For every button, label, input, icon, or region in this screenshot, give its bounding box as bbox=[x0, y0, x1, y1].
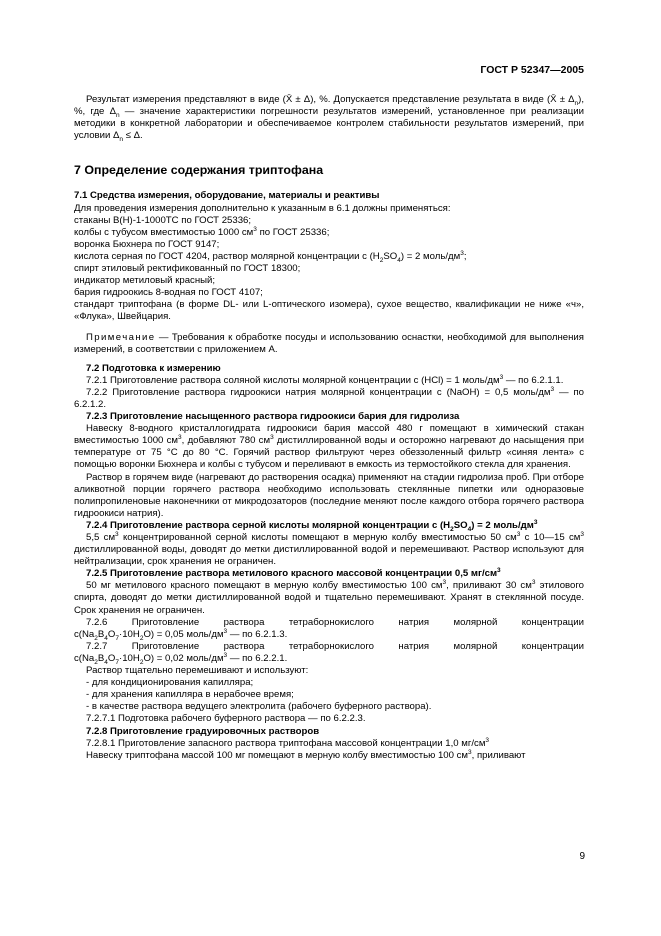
subsection-title bbox=[74, 520, 584, 532]
superscript: 3 bbox=[178, 434, 182, 442]
subscript: 4 bbox=[104, 634, 108, 642]
subsection-title: 7.2.8 Приготовление градуировочных растворов bbox=[86, 725, 320, 737]
list-item: спирт этиловый ректификованный по ГОСТ 18300; bbox=[74, 263, 301, 275]
superscript: 3 bbox=[460, 249, 464, 257]
text: 7.2.2 Приготовление раствора гидроокиси натрия молярной концентрации c (NaOH) = 0,5 моль/дм bbox=[86, 386, 551, 398]
text: 50 мг метилового красного помещают в мерную колбу вместимостью 100 см bbox=[86, 580, 443, 592]
text: концентрированной серной кислоты помещают в мерную колбу вместимостью 50 см bbox=[118, 532, 517, 543]
subscript: 4 bbox=[397, 256, 401, 264]
paragraph: 7.2.7.1 Подготовка рабочего буферного раствора — по 6.2.2.3. bbox=[86, 713, 366, 725]
page-content bbox=[74, 94, 584, 762]
text: O) = 0,02 моль/дм bbox=[143, 652, 224, 664]
intro-text: X̄ ± Δ bbox=[550, 94, 575, 105]
text: ·10H bbox=[119, 652, 140, 664]
text: B bbox=[97, 628, 105, 640]
superscript: 3 bbox=[270, 434, 274, 442]
superscript: 3 bbox=[253, 225, 257, 233]
superscript: 3 bbox=[531, 579, 536, 587]
text: ·10H bbox=[119, 628, 140, 640]
text: , приливают bbox=[471, 749, 526, 761]
text: Навеску триптофана массой 100 мг помещают в мерную колбу вместимостью 100 см bbox=[86, 749, 469, 761]
note-text: — Требования к обработке посуды и использованию оснастки, необходимой для выполнения измерений, в соответствии с приложением А. bbox=[74, 331, 584, 355]
text: 7.2.1 Приготовление раствора соляной кислоты молярной концентрации c (HCl) = 1 моль/дм bbox=[86, 374, 500, 386]
paragraph: 7.2.6 Приготовление раствора тетраборнокислого натрия молярной концентрации bbox=[86, 616, 584, 628]
subscript: 7 bbox=[115, 634, 120, 642]
text: B bbox=[97, 652, 105, 664]
subscript: 4 bbox=[104, 658, 108, 666]
subscript: 2 bbox=[450, 525, 454, 533]
superscript: 3 bbox=[223, 627, 228, 635]
superscript: 3 bbox=[485, 736, 490, 744]
text: — по 6.2.1.2. bbox=[74, 386, 584, 410]
text: ) = 2 моль/дм bbox=[471, 519, 534, 531]
list-item: стандарт триптофана (в форме DL- или L-оптического изомера), сухое вещество, квалификации не ниже «ч», «Флука», Швейцария. bbox=[74, 299, 584, 323]
paragraph: 7.2.7 Приготовление раствора тетраборнокислого натрия молярной концентрации bbox=[86, 640, 584, 652]
text: по ГОСТ 25336; bbox=[256, 226, 330, 238]
text: , добавляют 780 см bbox=[181, 435, 271, 447]
intro-text: — значение характеристики погрешности результатов измерений, установленное при реализации методики в конкретной лаборатории и обеспечиваемое контролем стабильности результатов измерений, при условии Δ bbox=[74, 106, 584, 142]
note bbox=[74, 332, 584, 356]
superscript: 3 bbox=[580, 530, 585, 538]
note-label: Примечание bbox=[86, 331, 156, 343]
subsection-title: 7.1 Средства измерения, оборудование, материалы и реактивы bbox=[74, 190, 380, 202]
superscript: 3 bbox=[497, 567, 501, 575]
text: 7.2.8.1 Приготовление запасного раствора триптофана массовой концентрации 1,0 мг/см bbox=[86, 737, 486, 749]
intro-text: Результат измерения представляют в виде ( bbox=[86, 94, 286, 105]
list-item: - в качестве раствора ведущего электролита (рабочего буферного раствора). bbox=[86, 701, 432, 713]
text: O) = 0,05 моль/дм bbox=[143, 628, 224, 640]
superscript: 3 bbox=[499, 373, 504, 381]
text: c(Na bbox=[74, 652, 95, 664]
text: 7.2.5 Приготовление раствора метилового красного массовой концентрации 0,5 мг/см bbox=[86, 568, 498, 580]
intro-paragraph bbox=[74, 94, 584, 142]
paragraph: Раствор в горячем виде (нагревают до растворения осадка) применяют на стадии гидролиза проб. При отборе аликвотной порции горячего раствора необходимо использовать стеклянные пипетки или одноразовые полипропиленовые наконечники от микродозаторов (последние меняют после каждого отбора горячего раствора гидроокиси натрия). bbox=[74, 471, 584, 519]
subscript: 2 bbox=[139, 658, 144, 666]
paragraph bbox=[74, 423, 584, 471]
text: Навеску 8-водного кристаллогидрата гидроокиси бария массой 480 г помещают в химический стакан вместимостью 1000 см bbox=[74, 423, 584, 447]
list-item: индикатор метиловый красный; bbox=[74, 275, 216, 287]
page-number: 9 bbox=[579, 851, 585, 862]
text: 7.2.4 Приготовление раствора серной кислоты молярной концентрации c (H bbox=[86, 519, 451, 531]
superscript: 3 bbox=[550, 385, 555, 393]
intro-sub: n bbox=[115, 112, 120, 119]
superscript: 3 bbox=[516, 530, 521, 538]
text: O bbox=[107, 628, 116, 640]
formula-line bbox=[74, 629, 584, 641]
subscript: 2 bbox=[379, 256, 384, 264]
paragraph bbox=[74, 580, 584, 616]
list-item: - для хранения капилляра в нерабочее время; bbox=[86, 689, 294, 701]
document-code: ГОСТ Р 52347—2005 bbox=[480, 64, 584, 76]
intro-text: ≤ Δ. bbox=[123, 130, 143, 142]
subscript: 7 bbox=[115, 658, 120, 666]
superscript: 3 bbox=[468, 748, 472, 756]
text: ) = 2 моль/дм bbox=[400, 250, 461, 262]
text: дистиллированной воды, доводят до метки дистиллированной водой и перемешивают. Раствор используют для нейтрализации, срок хранения не ограничен. bbox=[74, 544, 584, 568]
list-item: воронка Бюхнера по ГОСТ 9147; bbox=[74, 238, 220, 250]
list-item: стаканы В(Н)-1-1000ТС по ГОСТ 25336; bbox=[74, 214, 252, 226]
paragraph bbox=[74, 375, 584, 387]
text: 5,5 см bbox=[86, 532, 116, 543]
text: этилового спирта, доводят до метки дистиллированной водой и тщательно перемешивают. Хранят в стеклянной посуде. Срок хранения не ограничен. bbox=[74, 580, 585, 616]
text: дистиллированной воды и осторожно нагревают до насыщения при температуре от 75 °С до 80 °С. Горячий раствор фильтруют через обеззоленный фильтр «синяя лента» с помощью воронки Бюхнера и колбы с тубусом и переливают в емкость из термостойкого стекла для хранения. bbox=[74, 435, 584, 471]
text: SO bbox=[453, 519, 468, 531]
text: — по 6.2.2.1. bbox=[227, 652, 288, 664]
subscript: 2 bbox=[94, 634, 98, 642]
list-item bbox=[74, 227, 584, 239]
text: — по 6.2.1.1. bbox=[503, 374, 564, 386]
text: — по 6.2.1.3. bbox=[227, 628, 288, 640]
text-line: Для проведения измерения дополнительно к указанным в 6.1 должны применяться: bbox=[74, 202, 451, 214]
list-item bbox=[74, 251, 584, 263]
section-title: 7 Определение содержания триптофана bbox=[74, 163, 324, 178]
subscript: 2 bbox=[139, 634, 144, 642]
list-item: бария гидроокись 8-водная по ГОСТ 4107; bbox=[74, 287, 263, 299]
intro-sub: n bbox=[574, 99, 579, 107]
text: ; bbox=[463, 250, 467, 262]
text: с 10—15 см bbox=[520, 532, 581, 543]
subsection-title: 7.2.3 Приготовление насыщенного раствора гидроокиси бария для гидролиза bbox=[86, 411, 460, 423]
paragraph bbox=[74, 532, 584, 568]
text: O bbox=[107, 652, 116, 664]
paragraph bbox=[74, 750, 584, 762]
intro-xbar: X̄ bbox=[285, 94, 293, 105]
text: SO bbox=[383, 250, 398, 262]
subsection-title bbox=[74, 568, 584, 580]
text: кислота серная по ГОСТ 4204, раствор молярной концентрации c (H bbox=[74, 250, 380, 262]
superscript: 3 bbox=[223, 651, 228, 659]
intro-text: ), %, где Δ bbox=[74, 94, 584, 118]
paragraph: Раствор тщательно перемешивают и используют: bbox=[86, 665, 309, 677]
subscript: 4 bbox=[467, 525, 472, 533]
superscript: 3 bbox=[442, 579, 447, 587]
intro-sub: n bbox=[119, 136, 124, 144]
list-item: - для кондиционирования капилляра; bbox=[86, 677, 254, 689]
text: , приливают 30 см bbox=[446, 580, 532, 592]
paragraph bbox=[74, 387, 584, 411]
intro-text: ± Δ), %. Допускается представление результата в виде ( bbox=[292, 94, 551, 105]
text: c(Na bbox=[74, 628, 95, 640]
text: колбы с тубусом вместимостью 1000 см bbox=[74, 226, 254, 238]
superscript: 3 bbox=[115, 530, 119, 538]
formula-line bbox=[74, 653, 584, 665]
subscript: 2 bbox=[94, 658, 98, 666]
paragraph bbox=[74, 738, 584, 750]
subsection-title: 7.2 Подготовка к измерению bbox=[86, 362, 221, 374]
superscript: 3 bbox=[533, 518, 538, 526]
